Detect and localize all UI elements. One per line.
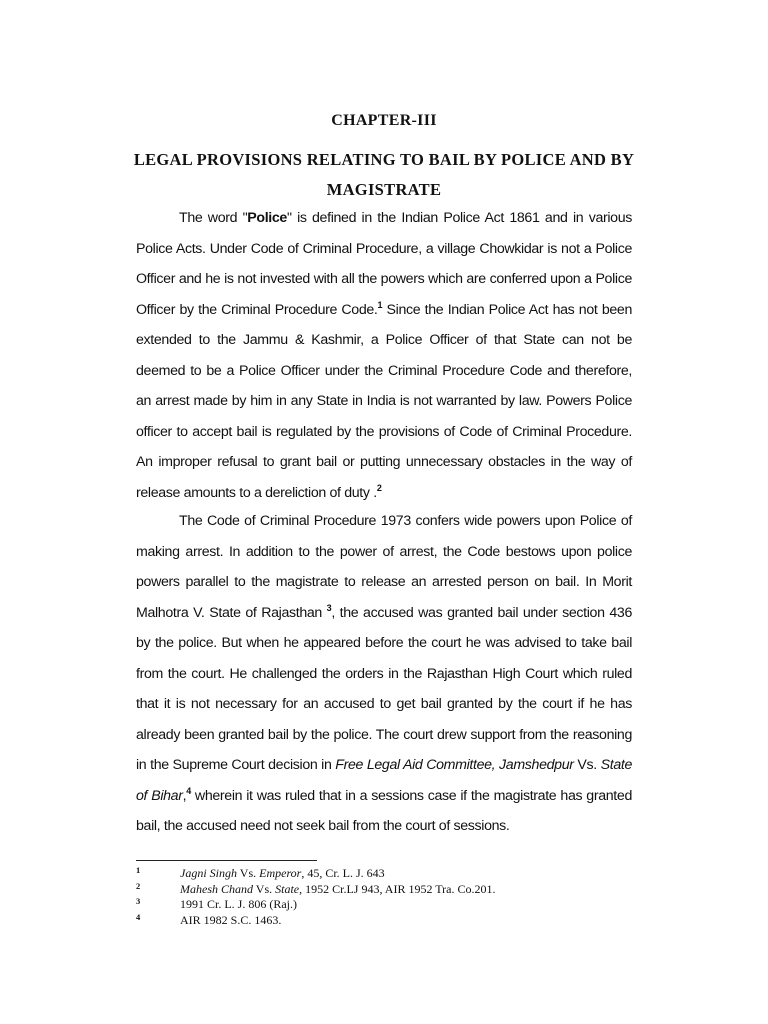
text-run: " is defined in the Indian Police Act 1861 and in various Police Acts. Under Code of Criminal Procedure, a village Chowkidar is not a Police Officer and he is not invested with all the powers which are conferred upon a Police Officer by the Criminal Procedure Code. xyxy=(136,210,632,318)
footnote-text xyxy=(180,913,281,929)
footnote-text-run: Vs. xyxy=(253,881,276,896)
bold-term-police: Police xyxy=(247,210,287,226)
text-run: , xyxy=(182,787,187,804)
footnote-text xyxy=(180,882,495,898)
chapter-heading: CHAPTER-III xyxy=(331,112,437,129)
footnote-divider xyxy=(136,860,317,861)
footnote-number: 2 xyxy=(136,880,141,891)
footnote-3 xyxy=(136,897,656,913)
footnote-ref-2: 2 xyxy=(376,482,382,493)
footnote-number: 1 xyxy=(136,865,141,875)
chapter-title-line-1: LEGAL PROVISIONS RELATING TO BAIL BY POLICE AND BY xyxy=(133,150,635,169)
footnote-ref-4: 4 xyxy=(186,785,191,796)
footnotes xyxy=(136,866,656,928)
footnote-text-run: , 1952 Cr.LJ 943, AIR 1952 Tra. Co.201. xyxy=(299,881,496,896)
footnote-text-run: , 45, Cr. L. J. 643 xyxy=(301,866,385,880)
footnote-text-run: Vs. xyxy=(237,866,260,880)
footnote-number: 3 xyxy=(136,896,141,906)
footnote-4 xyxy=(136,913,656,929)
footnote-text xyxy=(180,897,297,913)
footnote-2 xyxy=(136,882,656,898)
footnote-text xyxy=(180,866,385,882)
text-run: Vs. xyxy=(573,757,601,773)
case-party-italic: State of Bihar xyxy=(136,757,632,804)
footnote-ref-1: 1 xyxy=(377,299,383,310)
text-run: , the accused was granted bail under section 436 by the police. But when he appeared before the court he was advised to take bail from the court. He challenged the orders in the Rajasthan High Court which ruled that it is not necessary for an accused to get bail granted by the court if he has already been granted bail by the police. The court drew support from the reasoning in the Supreme Court decision in xyxy=(136,604,632,773)
footnote-italic: Mahesh Chand xyxy=(180,881,253,896)
text-run: The word " xyxy=(179,210,248,226)
footnote-ref-3: 3 xyxy=(326,602,332,613)
footnote-1 xyxy=(136,866,656,882)
paragraph-police-definition xyxy=(136,203,632,508)
footnote-italic: Emperor xyxy=(259,866,302,880)
text-run: Since the Indian Police Act has not been extended to the Jammu & Kashmir, a Police Officer of that State can not be deemed to be a Police Officer under the Criminal Procedure Code and therefore, an arrest made by him in any State in India is not warranted by law. Powers Police officer to accept bail is regulated by the provisions of Code of Criminal Procedure. An improper refusal to grant bail or putting unnecessary obstacles in the way of release amounts to a dereliction of duty . xyxy=(136,301,632,501)
footnote-italic: State xyxy=(275,881,300,896)
case-name-italic: Free Legal Aid Committee, Jamshedpur xyxy=(335,757,574,773)
text-run: wherein it was ruled that in a sessions case if the magistrate has granted bail, the accused need not seek bail from the court of sessions. xyxy=(136,787,632,834)
text-run: The Code of Criminal Procedure 1973 confers wide powers upon Police of making arrest. In addition to the power of arrest, the Code bestows upon police powers parallel to the magistrate to release an arrested person on bail. In Morit Malhotra V. State of Rajasthan xyxy=(136,513,632,621)
footnote-text-run: AIR 1982 S.C. 1463. xyxy=(180,912,282,927)
paragraph-criminal-procedure xyxy=(136,506,632,842)
footnote-italic: Jagni Singh xyxy=(180,866,237,880)
footnote-number: 4 xyxy=(136,911,141,922)
chapter-title-line-2: MAGISTRATE xyxy=(326,180,442,199)
footnote-text-run: 1991 Cr. L. J. 806 (Raj.) xyxy=(180,897,297,911)
